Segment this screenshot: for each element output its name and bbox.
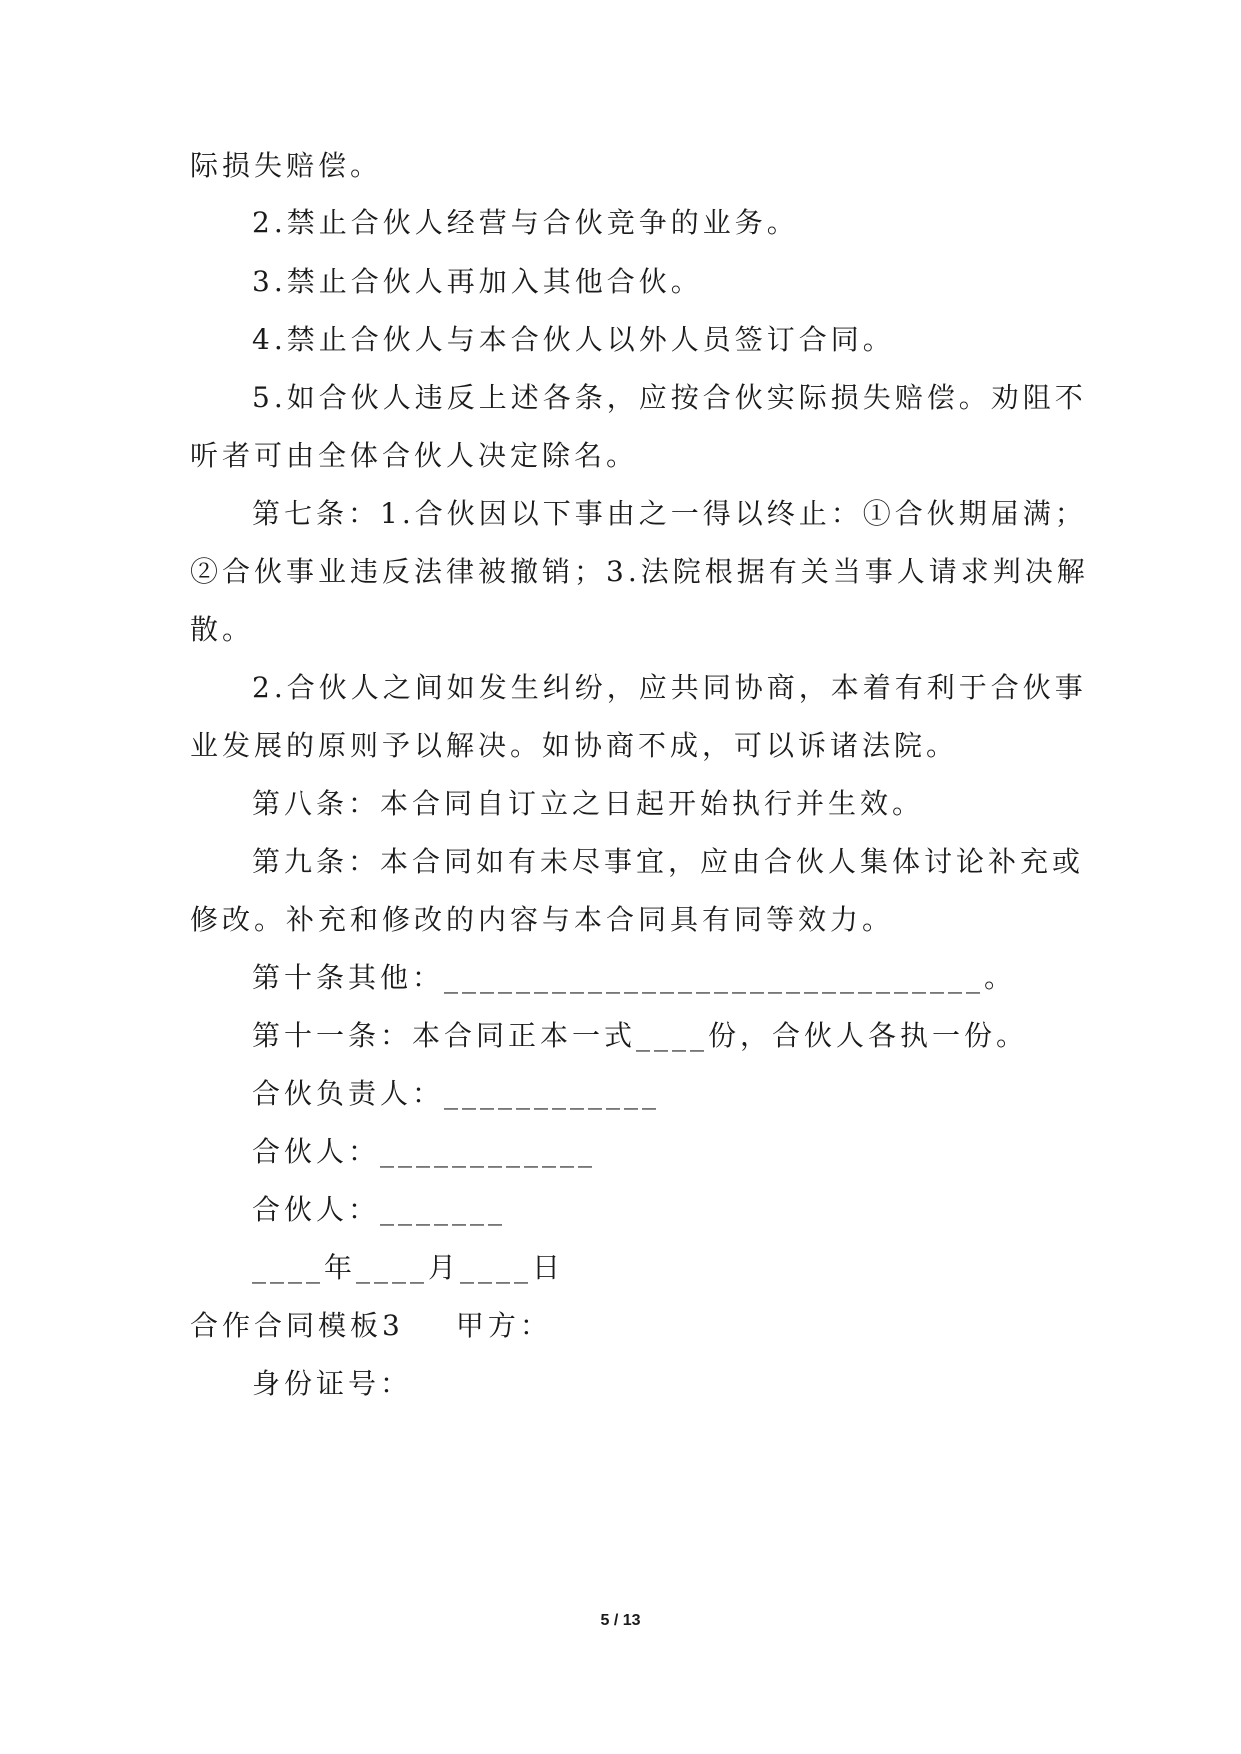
signature-line: 合伙负责人：____________ bbox=[252, 1077, 661, 1110]
text-line: 第八条：本合同自订立之日起开始执行并生效。 bbox=[252, 787, 925, 820]
text-line: 业发展的原则予以解决。如协商不成，可以诉诸法院。 bbox=[190, 729, 959, 762]
text-line: 际损失赔偿。 bbox=[190, 149, 383, 182]
date-line: ____年____月____日 bbox=[252, 1251, 565, 1284]
text-line: 第九条：本合同如有未尽事宜，应由合伙人集体讨论补充或 bbox=[252, 845, 1085, 878]
text-line: 修改。补充和修改的内容与本合同具有同等效力。 bbox=[190, 903, 895, 936]
text-line: 听者可由全体合伙人决定除名。 bbox=[190, 439, 639, 472]
signature-line: 合伙人：____________ bbox=[252, 1135, 597, 1168]
text-line: 4.禁止合伙人与本合伙人以外人员签订合同。 bbox=[252, 323, 895, 356]
text-line: 2.合伙人之间如发生纠纷，应共同协商，本着有利于合伙事 bbox=[252, 671, 1087, 704]
text-line: ②合伙事业违反法律被撤销；3.法院根据有关当事人请求判决解 bbox=[190, 555, 1089, 588]
text-line: 第七条：1.合伙因以下事由之一得以终止：①合伙期届满； bbox=[252, 497, 1087, 530]
template-heading: 合作合同模板3 bbox=[190, 1309, 404, 1342]
page-number: 5 / 13 bbox=[600, 1612, 641, 1629]
text-line: 散。 bbox=[190, 613, 255, 646]
text-line: 5.如合伙人违反上述各条，应按合伙实际损失赔偿。劝阻不 bbox=[252, 381, 1087, 414]
signature-line: 合伙人：_______ bbox=[252, 1193, 507, 1226]
text-line: 第十条其他：______________________________。 bbox=[252, 961, 1017, 994]
text-line: 3.禁止合伙人再加入其他合伙。 bbox=[252, 265, 703, 298]
text-line: 2.禁止合伙人经营与合伙竞争的业务。 bbox=[252, 206, 799, 239]
text-line: 第十一条：本合同正本一式____份，合伙人各执一份。 bbox=[252, 1019, 1029, 1052]
id-number-label: 身份证号： bbox=[252, 1367, 413, 1400]
template-heading-row bbox=[190, 1306, 552, 1346]
party-a-label: 甲方： bbox=[455, 1309, 552, 1342]
